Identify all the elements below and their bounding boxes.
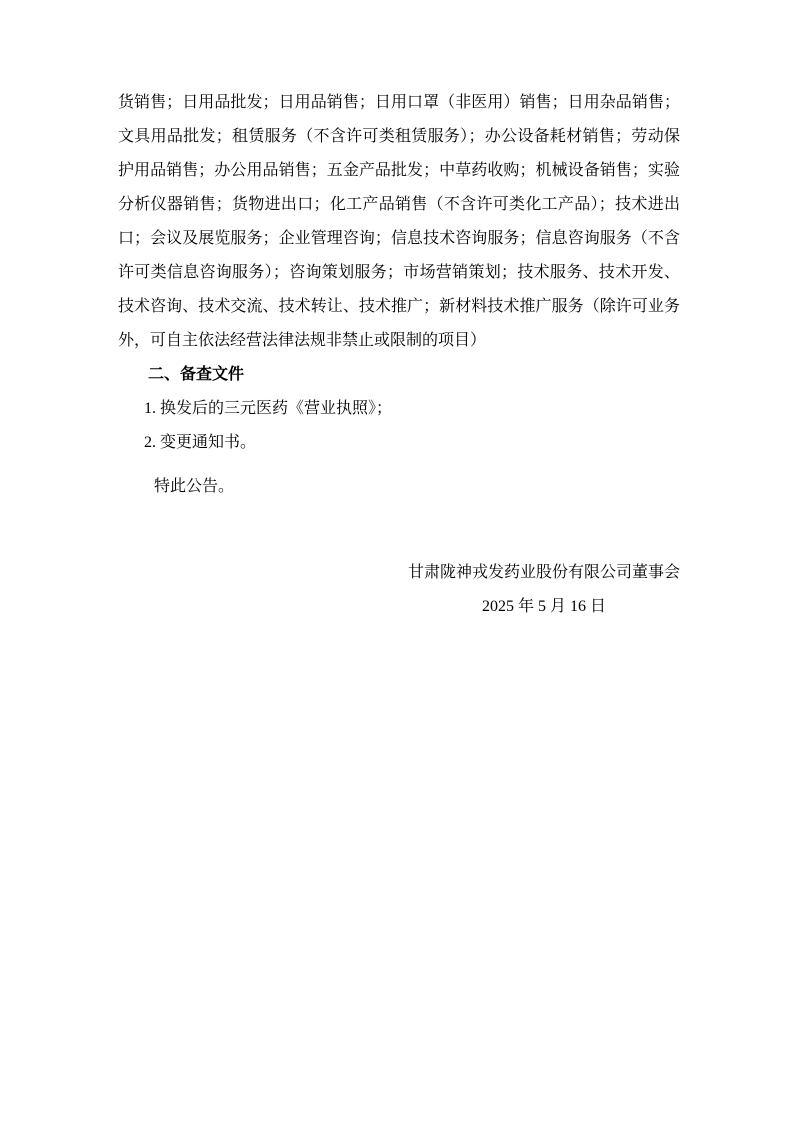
paragraph-line: 许可类信息咨询服务）；咨询策划服务；市场营销策划；技术服务、技术开发、 — [118, 264, 680, 281]
signature-company: 甘肃陇神戎发药业股份有限公司董事会 — [407, 564, 680, 581]
paragraph-line: 分析仪器销售；货物进出口；化工产品销售（不含许可类化工产品）；技术进出 — [118, 196, 680, 213]
paragraph-line: 外，可自主依法经营法律法规非禁止或限制的项目） — [118, 332, 487, 349]
paragraph-line: 文具用品批发；租赁服务（不含许可类租赁服务）；办公设备耗材销售；劳动保 — [118, 128, 680, 145]
paragraph-line: 口；会议及展览服务；企业管理咨询；信息技术咨询服务；信息咨询服务（不含 — [118, 230, 680, 247]
paragraph-line: 货销售；日用品批发；日用品销售；日用口罩（非医用）销售；日用杂品销售； — [118, 94, 680, 111]
list-item: 2. 变更通知书。 — [144, 434, 257, 451]
paragraph-line: 护用品销售；办公用品销售；五金产品批发；中草药收购；机械设备销售；实验 — [118, 162, 680, 179]
business-scope-paragraph — [118, 86, 680, 358]
signature-date: 2025 年 5 月 16 日 — [481, 598, 606, 615]
signature-block — [408, 556, 680, 624]
documents-list — [118, 392, 680, 460]
closing-statement: 特此公告。 — [154, 478, 235, 495]
paragraph-line: 技术咨询、技术交流、技术转让、技术推广；新材料技术推广服务（除许可业务 — [118, 298, 680, 315]
section-heading-documents-for-inspection: 二、备查文件 — [148, 366, 245, 383]
list-item: 1. 换发后的三元医药《营业执照》； — [144, 400, 393, 417]
